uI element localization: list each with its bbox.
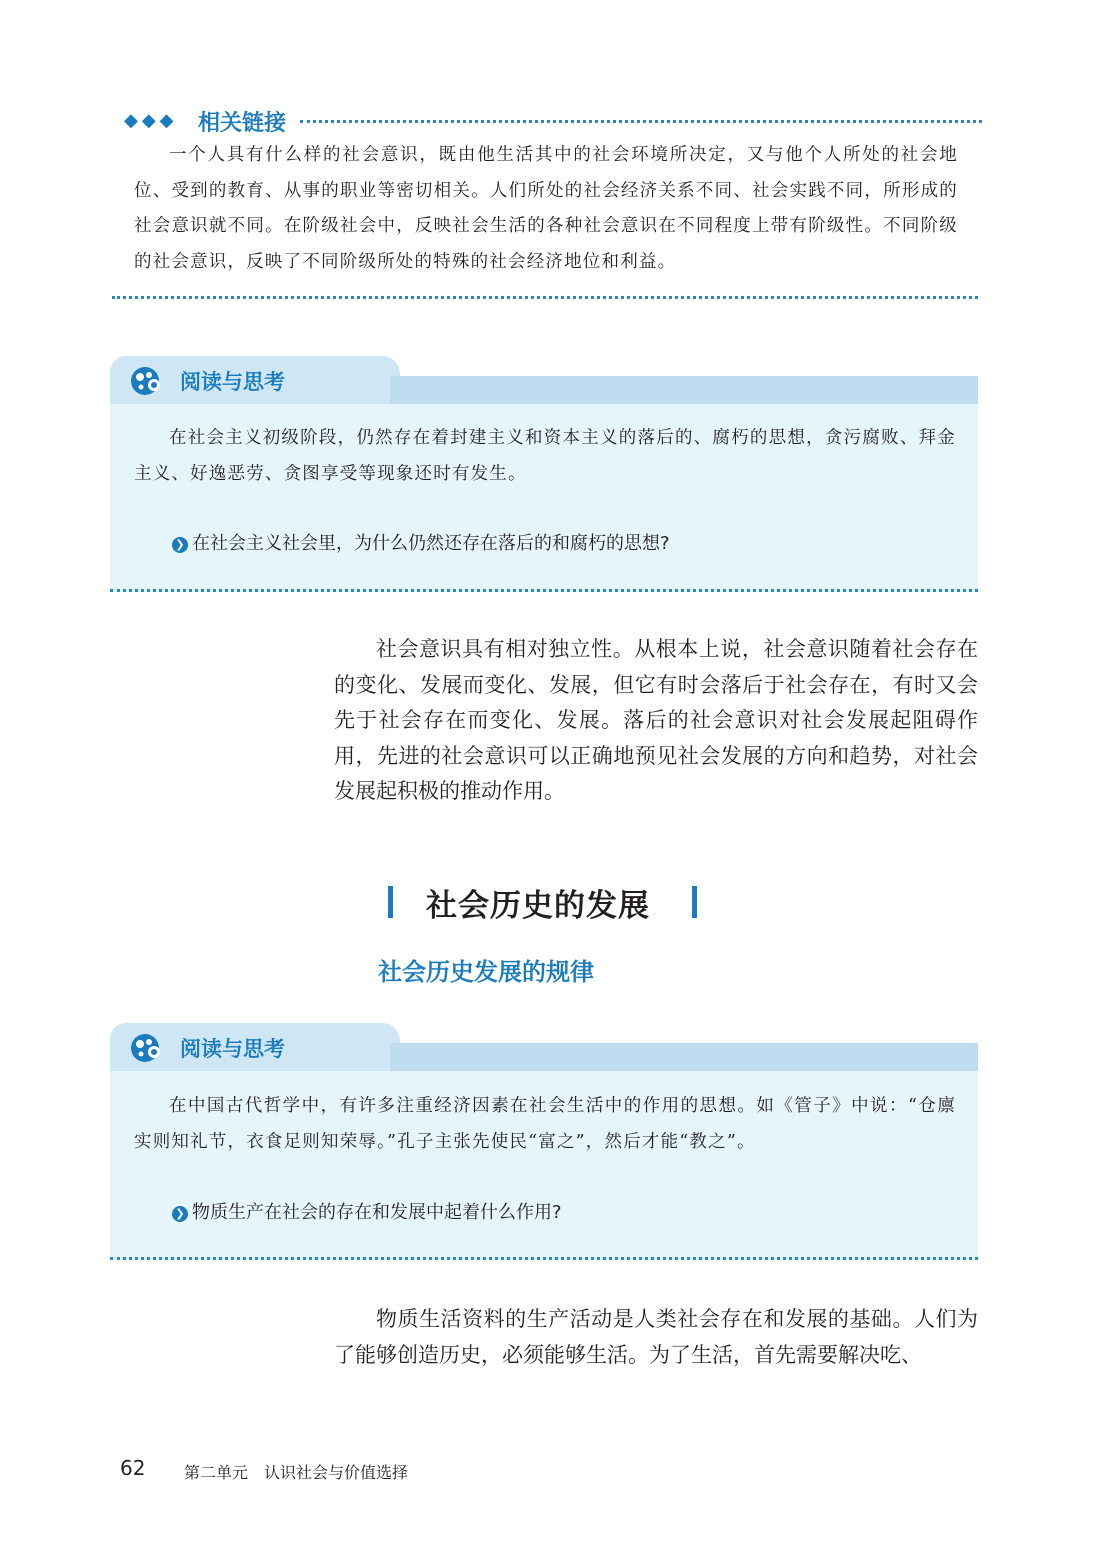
related-link-paragraph: 一个人具有什么样的社会意识，既由他生活其中的社会环境所决定，又与他个人所处的社会地位、受到的教育、从事的职业等密切相关。人们所处的社会经济关系不同、社会实践不同，所形成的社会意识就不同。在阶级社会中，反映社会生活的各种社会意识在不同程度上带有阶级性。不同阶级的社会意识，反映了不同阶级所处的特殊的社会经济地位和利益。 xyxy=(134,145,958,272)
title-bar-right xyxy=(692,886,697,918)
related-link-title: 相关链接 xyxy=(198,111,287,136)
main-paragraph-2: 物质生活资料的生产活动是人类社会存在和发展的基础。人们为了能够创造历史，必须能够生活。为了生活，首先需要解决吃、 xyxy=(334,1307,978,1367)
reading-box-tab-strip xyxy=(390,1043,978,1071)
reading-box-question xyxy=(172,529,670,555)
reading-box-text xyxy=(134,421,956,492)
magnifier-bubbles-icon xyxy=(128,362,166,400)
reading-box-text xyxy=(134,1089,956,1160)
arrow-circle-icon: ❯ xyxy=(172,537,188,553)
page-number: 62 xyxy=(120,1456,146,1480)
title-bar-left xyxy=(388,886,393,918)
unit-label: 第二单元 认识社会与价值选择 xyxy=(184,1463,409,1482)
question-text: 物质生产在社会的存在和发展中起着什么作用? xyxy=(192,1202,562,1223)
main-text-1 xyxy=(334,632,978,810)
reading-box-paragraph: 在社会主义初级阶段，仍然存在着封建主义和资本主义的落后的、腐朽的思想，贪污腐败、拜金主义、好逸恶劳、贪图享受等现象还时有发生。 xyxy=(134,428,956,484)
main-paragraph-1: 社会意识具有相对独立性。从根本上说，社会意识随着社会存在的变化、发展而变化、发展，但它有时会落后于社会存在，有时又会先于社会存在而变化、发展。落后的社会意识对社会发展起阻碍作用，先进的社会意识可以正确地预见社会发展的方向和趋势，对社会发展起积极的推动作用。 xyxy=(334,637,978,803)
section-title xyxy=(380,876,720,930)
reading-box-1 xyxy=(110,356,978,592)
section-title-text: 社会历史的发展 xyxy=(426,888,650,924)
main-text-2 xyxy=(334,1302,978,1373)
subsection-title: 社会历史发展的规律 xyxy=(378,957,594,986)
reading-box-2 xyxy=(110,1023,978,1261)
reading-box-body xyxy=(110,404,978,592)
reading-box-question xyxy=(172,1198,562,1224)
dotted-divider xyxy=(112,296,978,299)
diamond-icon: ◆◆◆ xyxy=(124,110,178,131)
reading-box-tab-strip xyxy=(390,376,978,404)
reading-box-title: 阅读与思考 xyxy=(180,1037,285,1061)
magnifier-bubbles-icon xyxy=(128,1029,166,1067)
reading-box-body xyxy=(110,1071,978,1260)
question-text: 在社会主义社会里，为什么仍然还存在落后的和腐朽的思想? xyxy=(192,533,670,554)
reading-box-title: 阅读与思考 xyxy=(180,370,285,394)
related-link-body xyxy=(134,138,958,280)
related-link-header xyxy=(124,108,982,136)
arrow-circle-icon: ❯ xyxy=(172,1206,188,1222)
reading-box-paragraph: 在中国古代哲学中，有许多注重经济因素在社会生活中的作用的思想。如《管子》中说：“仓廪实则知礼节，衣食足则知荣辱。”孔子主张先使民“富之”，然后才能“教之”。 xyxy=(134,1096,956,1152)
dotted-divider xyxy=(300,120,982,123)
